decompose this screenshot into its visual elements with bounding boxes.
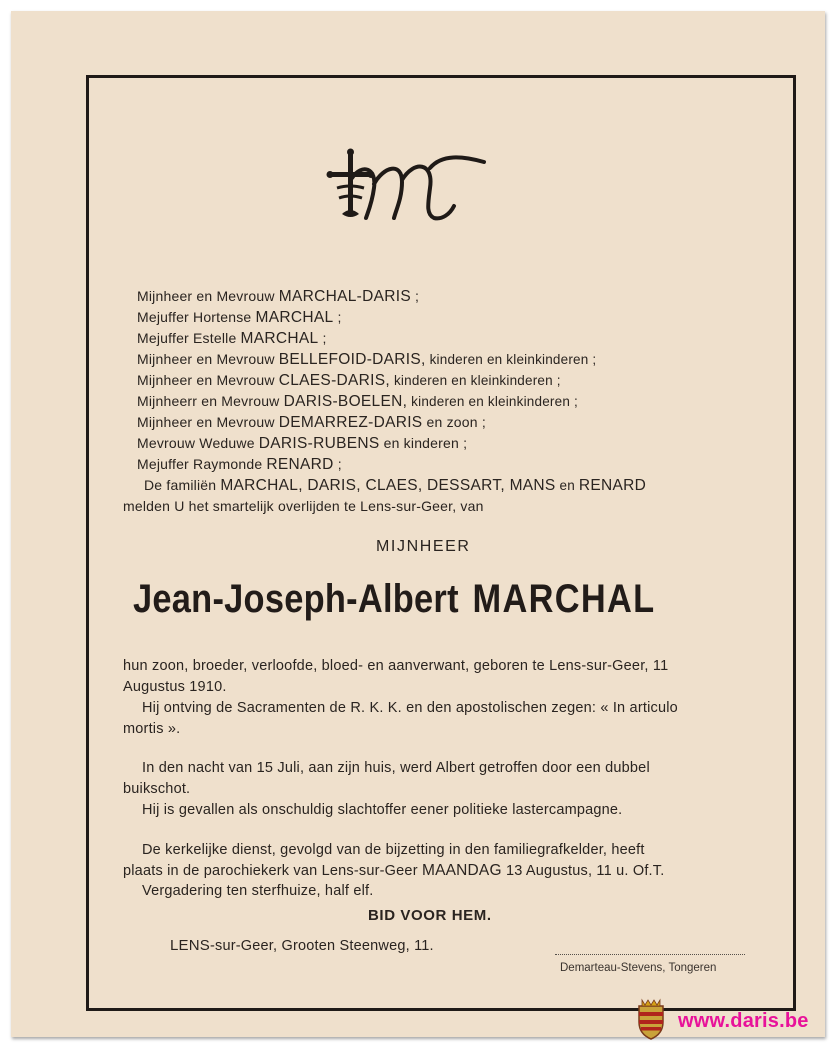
deceased-name	[133, 577, 655, 622]
family-prefix: Mijnheer en Mevrouw	[137, 288, 279, 304]
family-suffix: ;	[318, 330, 327, 346]
family-line	[137, 414, 486, 432]
paragraph-line: De kerkelijke dienst, gevolgd van de bijzetting in den familiegrafkelder, heeft	[142, 842, 645, 858]
family-name: DEMARREZ-DARIS	[278, 414, 423, 431]
families-last: RENARD	[578, 477, 647, 494]
heraldic-shield-icon	[636, 998, 666, 1040]
printer-dotted-rule	[555, 954, 745, 955]
family-suffix: ;	[333, 456, 342, 472]
family-line	[137, 288, 419, 306]
family-name: MARCHAL	[255, 309, 334, 326]
paragraph-line: buikschot.	[123, 781, 191, 797]
cross-monogram-icon	[322, 148, 492, 228]
family-name: DARIS-RUBENS	[258, 435, 380, 452]
paragraph-line: In den nacht van 15 Juli, aan zijn huis, werd Albert getroffen door een dubbel	[142, 760, 650, 776]
paragraph-line: hun zoon, broeder, verloofde, bloed- en aanverwant, geboren te Lens-sur-Geer, 11	[123, 658, 669, 674]
family-name: MARCHAL-DARIS	[278, 288, 411, 305]
family-name: BELLEFOID-DARIS,	[278, 351, 426, 368]
family-suffix: kinderen en kleinkinderen ;	[407, 394, 578, 409]
paragraph-line	[123, 862, 664, 880]
service-day: MAANDAG	[421, 862, 502, 879]
deceased-surname: MARCHAL	[472, 577, 656, 621]
family-prefix: Mijnheer en Mevrouw	[137, 372, 279, 388]
family-name: DARIS-BOELEN,	[283, 393, 408, 410]
family-line	[137, 456, 342, 474]
families-names: MARCHAL, DARIS, CLAES, DESSART, MANS	[220, 477, 556, 494]
family-suffix: kinderen en kleinkinderen ;	[425, 352, 597, 367]
family-prefix: Mijnheerr en Mevrouw	[137, 393, 284, 409]
paragraph-line: Augustus 1910.	[123, 679, 227, 695]
family-line	[137, 372, 561, 390]
family-line	[137, 393, 578, 411]
address-line	[170, 937, 434, 954]
address-street: Grooten Steenweg, 11.	[277, 938, 434, 954]
paragraph-line: mortis ».	[123, 721, 181, 737]
family-prefix: Mejuffer Hortense	[137, 309, 256, 325]
family-name: CLAES-DARIS,	[278, 372, 391, 389]
service-date: 13 Augustus, 11 u. Of.T.	[501, 863, 665, 879]
family-line	[137, 435, 467, 453]
family-prefix: Mevrouw Weduwe	[137, 435, 259, 451]
family-line	[137, 330, 327, 348]
family-suffix: ;	[410, 288, 420, 304]
service-location: plaats in de parochiekerk van Lens-sur-Geer	[123, 863, 422, 879]
family-suffix: ;	[333, 309, 342, 325]
paragraph-line: Vergadering ten sterfhuize, half elf.	[142, 883, 374, 899]
address-town-suffix: -sur-Geer,	[210, 938, 278, 954]
family-prefix: Mejuffer Estelle	[137, 330, 241, 346]
family-name: RENARD	[266, 456, 334, 473]
family-name: MARCHAL	[240, 330, 319, 347]
family-suffix: en zoon ;	[422, 414, 486, 430]
family-prefix: Mijnheer en Mevrouw	[137, 414, 279, 430]
families-middle: en	[555, 478, 579, 493]
printer-credit: Demarteau-Stevens, Tongeren	[560, 962, 717, 974]
family-line	[137, 351, 596, 369]
family-suffix: kinderen en kleinkinderen ;	[390, 373, 561, 388]
deceased-first-names: Jean-Joseph-Albert	[133, 577, 459, 621]
announce-line: melden U het smartelijk overlijden te Lens-sur-Geer, van	[123, 498, 484, 514]
website-watermark: www.daris.be	[678, 1010, 809, 1032]
address-town: LENS	[170, 937, 210, 954]
prayer-line: BID VOOR HEM.	[368, 907, 492, 924]
family-prefix: Mejuffer Raymonde	[137, 456, 267, 472]
families-prefix: De familiën	[144, 477, 221, 493]
family-line	[137, 309, 342, 327]
family-prefix: Mijnheer en Mevrouw	[137, 351, 279, 367]
deceased-title: MIJNHEER	[376, 538, 471, 555]
family-suffix: en kinderen ;	[379, 435, 468, 451]
paragraph-line: Hij ontving de Sacramenten de R. K. K. en den apostolischen zegen: « In articulo	[142, 700, 678, 716]
paragraph-line: Hij is gevallen als onschuldig slachtoffer eener politieke lastercampagne.	[142, 802, 623, 818]
families-summary-line	[144, 477, 646, 495]
